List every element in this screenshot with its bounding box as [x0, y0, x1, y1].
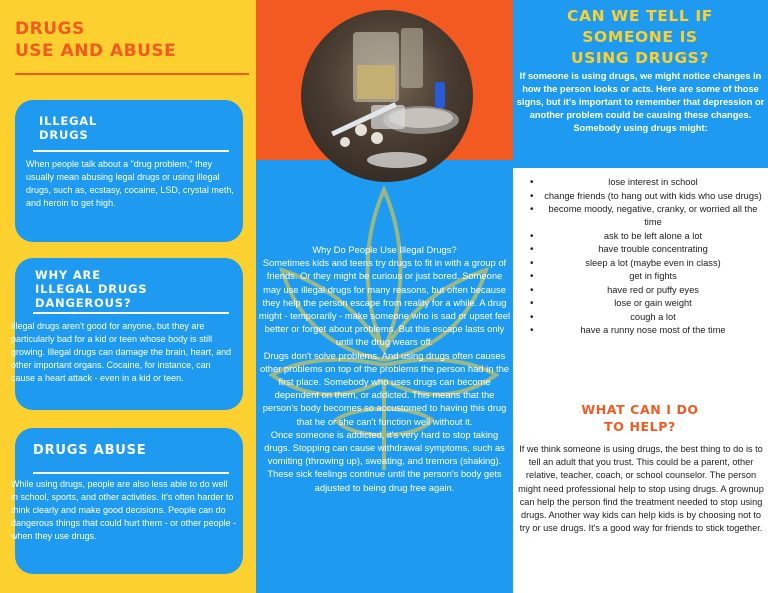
list-item: • have trouble concentrating — [520, 243, 762, 256]
card-divider — [33, 312, 229, 314]
why-use-heading: Why Do People Use Illegal Drugs? — [312, 244, 457, 255]
list-item: • sleep a lot (maybe even in class) — [520, 257, 762, 270]
title-underline — [15, 73, 249, 75]
brochure-title — [15, 18, 245, 62]
title-line: CAN WE TELL IF — [567, 7, 713, 25]
heading-line: DRUGS — [39, 128, 89, 142]
why-use-drugs-text — [258, 243, 511, 494]
illegal-drugs-card — [15, 100, 243, 242]
why-dangerous-heading — [35, 268, 147, 310]
why-dangerous-card — [11, 258, 243, 410]
problems-paragraph: Drugs don't solve problems. And using drugs often causes other problems on top of the problems the person had in the first place. Somebody who uses drugs can become dependent on them, or addicted. This means that the person's body becomes so accustomed to having this drug that he or she can't function well without it. — [259, 349, 510, 427]
why-use-paragraph: Sometimes kids and teens try drugs to fit in with a group of friends. Or they might be curious or just bored. Someone may use illegal drugs for many reasons, but often because they help the person escape from reality for a while. A drug might - temporarily - make someone who is sad or upset feel better or forget about problems. But this escape lasts only until the drug wears off. — [258, 257, 511, 348]
title-line: USING DRUGS? — [570, 49, 710, 67]
list-item: • lose interest in school — [520, 176, 762, 189]
why-dangerous-text: Illegal drugs aren't good for anyone, but they are particularly bad for a kid or teen whose body is still growing. Illegal drugs can damage the brain, heart, and other important organs. Cocaine, for instance, can cause a heart attack - even in a kid or teen. — [11, 321, 232, 383]
signs-title — [520, 6, 760, 69]
drug-paraphernalia-photo — [301, 10, 473, 182]
heading-line: ILLEGAL DRUGS — [35, 282, 148, 296]
heading-line: WHY ARE — [35, 268, 101, 282]
list-item: • have a runny nose most of the time — [520, 324, 762, 337]
heading-line: ILLEGAL — [39, 114, 98, 128]
title-line-2: USE AND ABUSE — [15, 41, 177, 61]
list-item: • change friends (to hang out with kids who use drugs) — [520, 190, 762, 203]
card-divider — [33, 150, 229, 152]
help-title — [560, 401, 720, 435]
photo-illustration — [301, 10, 473, 182]
title-line: WHAT CAN I DO — [581, 402, 699, 417]
title-line: SOMEONE IS — [582, 28, 698, 46]
help-text: If we think someone is using drugs, the best thing to do is to tell an adult that you trust. This could be a parent, other relative, teacher, coach, or school counselor. The person might need professional help to stop using drugs. A grownup can help the person find the treatment needed to stop using drugs. Another way kids can help kids is by choosing not to try or use drugs. It's a good way for friends to stick together. — [518, 444, 764, 534]
list-item: • have red or puffy eyes — [520, 284, 762, 297]
title-line: TO HELP? — [604, 419, 676, 434]
drugs-abuse-card — [11, 428, 243, 574]
illegal-drugs-heading — [39, 114, 97, 142]
list-item: • become moody, negative, cranky, or worried all the time — [520, 203, 762, 229]
title-line-1: DRUGS — [15, 19, 85, 39]
signs-intro: If someone is using drugs, we might notice changes in how the person looks or acts. Here are some of those signs, but it's important to remember that depression or another problem could be causing these changes. Somebody using drugs might: — [516, 71, 765, 133]
list-item: • ask to be left alone a lot — [520, 230, 762, 243]
list-item: • cough a lot — [520, 311, 762, 324]
card-divider — [33, 472, 229, 474]
list-item: • get in fights — [520, 270, 762, 283]
heading-line: DANGEROUS? — [35, 296, 132, 310]
signs-list — [520, 176, 762, 338]
illegal-drugs-text: When people talk about a "drug problem," they usually mean abusing legal drugs or using illegal drugs, such as, ecstasy, cocaine, LSD, crystal meth, and heroin to get high. — [26, 159, 234, 208]
list-item: • lose or gain weight — [520, 297, 762, 310]
drugs-abuse-heading: DRUGS ABUSE — [33, 443, 147, 458]
drugs-abuse-text: While using drugs, people are also less able to do well in school, sports, and other activities. It's often harder to think clearly and make good decisions. People can do dangerous things that could hurt them - or other people - when they use drugs. — [11, 479, 237, 541]
addiction-paragraph: Once someone is addicted, it's very hard to stop taking drugs. Stopping can cause withdrawal symptoms, such as vomiting (throwing up), sweating, and tremors (shaking). These sick feelings continue until the person's body gets adjusted to being drug free again. — [264, 428, 505, 493]
